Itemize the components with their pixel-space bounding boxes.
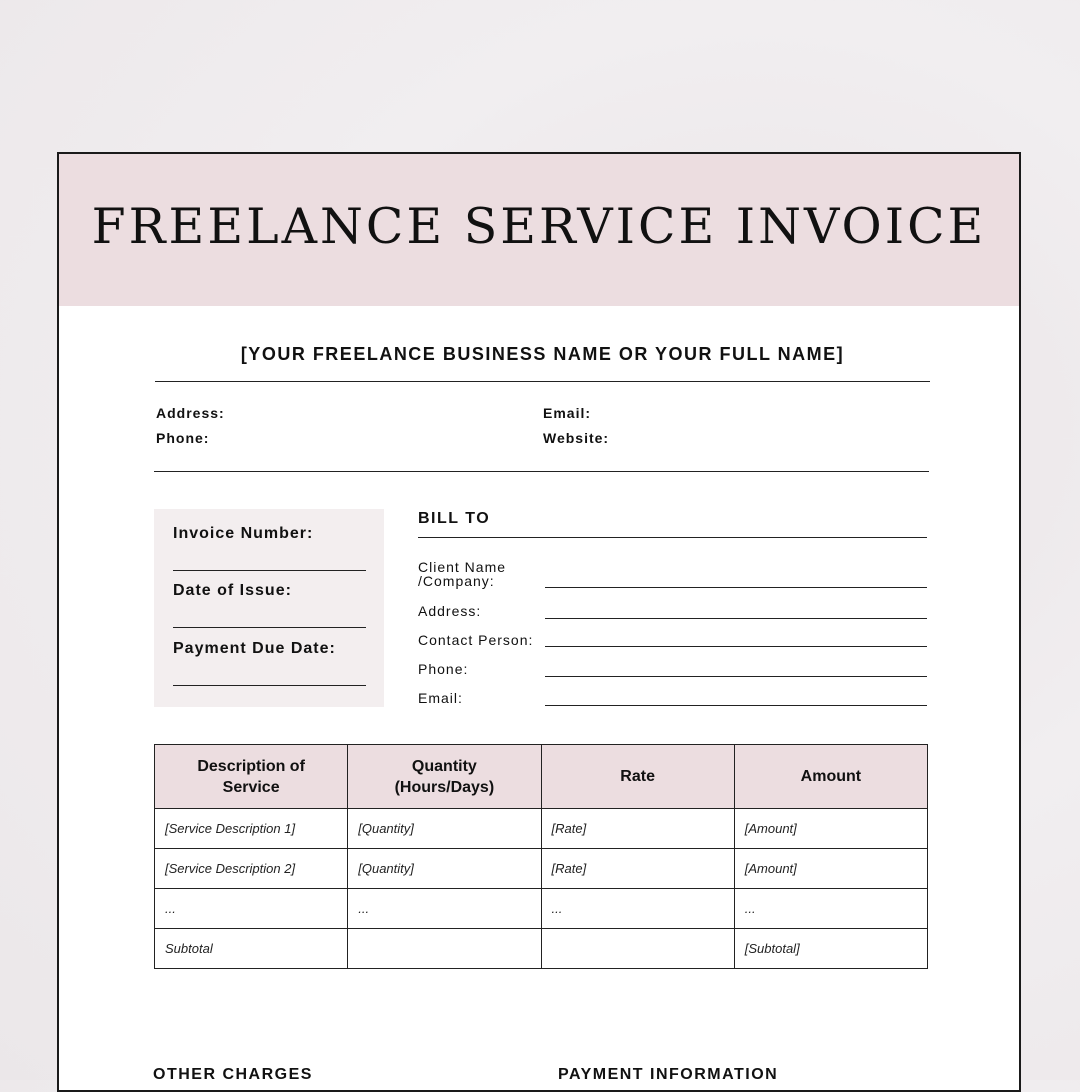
bill-email-line[interactable] [545,705,927,706]
header-quantity [348,745,541,809]
bill-to-title: BILL TO [418,510,491,527]
cell-description[interactable]: [Service Description 1] [155,809,348,849]
cell-amount[interactable]: [Amount] [734,809,927,849]
cell-quantity[interactable]: ... [348,889,541,929]
other-charges-title: OTHER CHARGES [153,1066,313,1083]
invoice-sheet [57,152,1021,1092]
cell-description[interactable]: [Service Description 2] [155,849,348,889]
email-label: Email: [543,405,592,421]
bill-address-label: Address: [418,603,482,619]
cell-subtotal-label: Subtotal [155,929,348,969]
table-row [155,889,928,929]
divider-top [155,381,930,382]
cell-rate[interactable]: [Rate] [541,809,734,849]
cell-amount[interactable]: [Amount] [734,849,927,889]
services-table [154,744,928,969]
payment-due-date-label: Payment Due Date: [173,640,336,657]
header-quantity-line2: (Hours/Days) [394,778,495,796]
invoice-number-line[interactable] [173,570,366,571]
header-amount: Amount [734,745,927,809]
contact-person-line[interactable] [545,646,927,647]
header-description-line1: Description of [197,757,305,775]
date-of-issue-line[interactable] [173,627,366,628]
header-rate: Rate [541,745,734,809]
cell-rate[interactable]: [Rate] [541,849,734,889]
table-header-row [155,745,928,809]
header-quantity-line1: Quantity [411,757,477,775]
table-row [155,809,928,849]
header-description [155,745,348,809]
address-label: Address: [156,405,225,421]
cell-subtotal-value[interactable]: [Subtotal] [734,929,927,969]
contact-person-label: Contact Person: [418,632,534,648]
invoice-info-box [154,509,384,707]
title-band [59,154,1019,306]
client-name-label-line2: /Company: [418,573,495,589]
date-of-issue-label: Date of Issue: [173,582,292,599]
divider-contact [154,471,929,472]
bill-phone-line[interactable] [545,676,927,677]
client-name-line[interactable] [545,587,927,588]
client-name-label [418,560,506,588]
bill-email-label: Email: [418,690,463,706]
cell-empty [541,929,734,969]
invoice-number-label: Invoice Number: [173,525,314,542]
subtotal-row [155,929,928,969]
cell-empty [348,929,541,969]
cell-amount[interactable]: ... [734,889,927,929]
document-title: FREELANCE SERVICE INVOICE [91,198,987,255]
cell-quantity[interactable]: [Quantity] [348,849,541,889]
business-name: [YOUR FREELANCE BUSINESS NAME OR YOUR FULL NAME] [240,344,845,364]
cell-rate[interactable]: ... [541,889,734,929]
payment-information-title: PAYMENT INFORMATION [558,1066,779,1083]
website-label: Website: [543,430,610,446]
cell-quantity[interactable]: [Quantity] [348,809,541,849]
cell-description[interactable]: ... [155,889,348,929]
header-description-line2: Service [222,778,280,796]
client-name-label-line1: Client Name [418,559,507,575]
payment-due-date-line[interactable] [173,685,366,686]
bill-to-divider [418,537,927,538]
table-row [155,849,928,889]
phone-label: Phone: [156,430,210,446]
bill-phone-label: Phone: [418,661,469,677]
bill-address-line[interactable] [545,618,927,619]
